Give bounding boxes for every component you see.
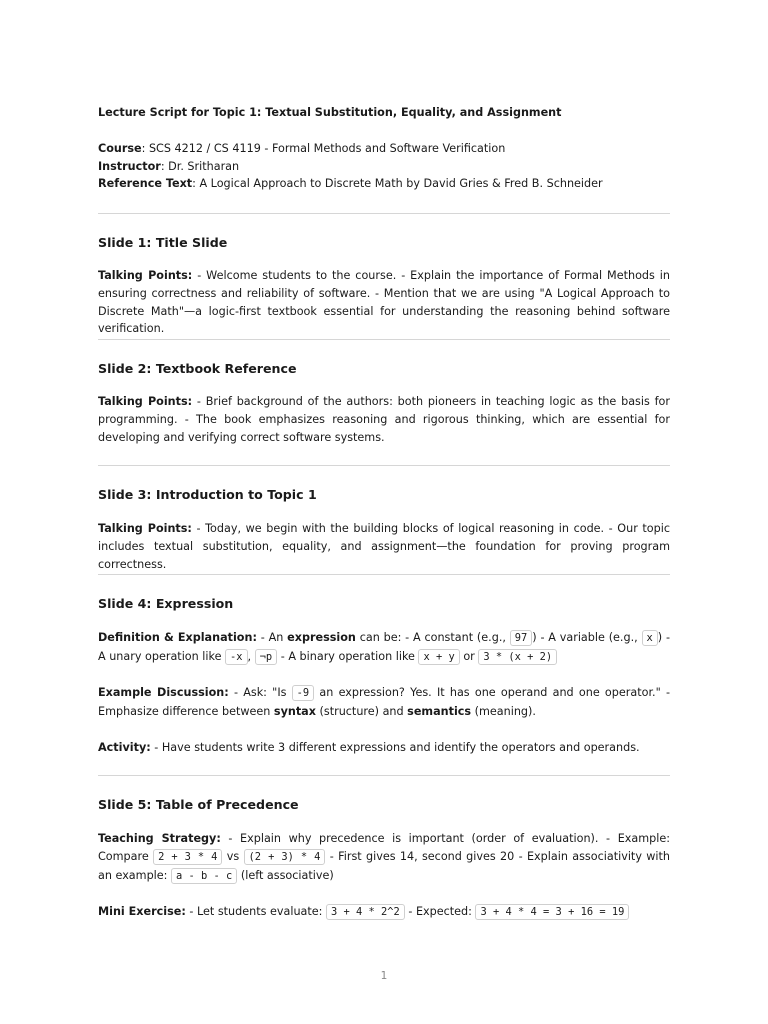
- slide-5-heading: Slide 5: Table of Precedence: [98, 797, 299, 812]
- strategy-label: Teaching Strategy:: [98, 832, 221, 845]
- reference-label: Reference Text: [98, 177, 193, 190]
- code-associativity: a - b - c: [171, 868, 237, 884]
- code-precedence-b: (2 + 3) * 4: [244, 849, 326, 865]
- page-number: 1: [380, 970, 388, 982]
- document-title: Lecture Script for Topic 1: Textual Substitution, Equality, and Assignment: [98, 106, 562, 119]
- slide-5-strategy: Teaching Strategy: - Explain why precedence is important (order of evaluation). - Example: Compare 2 + 3 * 4 vs (2 + 3) * 4 - First gives 14, second gives 20 - Explain associativity with an example: a - b - c (left associative): [98, 832, 670, 882]
- slide-4-example: Example Discussion: - Ask: "Is -9 an expression? Yes. It has one operand and one operator." - Emphasize difference between syntax (structure) and semantics (meaning).: [98, 686, 670, 718]
- slide-2-heading: Slide 2: Textbook Reference: [98, 361, 297, 376]
- code-exercise: 3 + 4 * 2^2: [326, 904, 405, 920]
- talking-points-label: Talking Points:: [98, 269, 193, 282]
- instructor-line: [98, 160, 239, 173]
- slide-3-heading: Slide 3: Introduction to Topic 1: [98, 487, 317, 502]
- code-unary-minus: -x: [225, 649, 248, 665]
- course-label: Course: [98, 142, 142, 155]
- divider: [98, 339, 670, 340]
- code-binary-product: 3 * (x + 2): [478, 649, 557, 665]
- example-label: Example Discussion:: [98, 686, 229, 699]
- activity-label: Activity:: [98, 741, 151, 754]
- code-variable: x: [642, 630, 658, 646]
- talking-points-label: Talking Points:: [98, 522, 192, 535]
- course-value: : SCS 4212 / CS 4119 - Formal Methods and Software Verification: [141, 142, 506, 155]
- definition-label: Definition & Explanation:: [98, 631, 257, 644]
- code-precedence-a: 2 + 3 * 4: [153, 849, 222, 865]
- course-line: [98, 142, 505, 155]
- reference-line: [98, 177, 603, 190]
- slide-4-definition: Definition & Explanation: - An expression can be: - A constant (e.g., 97 ) - A variable (e.g., x ) - A unary operation like -x , ¬p - A binary operation like x + y or 3 * (x + 2): [98, 631, 670, 663]
- slide-4-activity: Activity: - Have students write 3 different expressions and identify the operators and operands.: [98, 741, 640, 754]
- divider: [98, 465, 670, 466]
- slide-4-heading: Slide 4: Expression: [98, 596, 234, 611]
- divider: [98, 213, 670, 214]
- code-constant: 97: [510, 630, 533, 646]
- code-expected: 3 + 4 * 4 = 3 + 16 = 19: [475, 904, 629, 920]
- divider: [98, 775, 670, 776]
- slide-5-exercise: Mini Exercise: - Let students evaluate: 3 + 4 * 2^2 - Expected: 3 + 4 * 4 = 3 + 16 = 19: [98, 903, 670, 922]
- instructor-value: : Dr. Sritharan: [160, 160, 240, 173]
- code-binary-sum: x + y: [418, 649, 459, 665]
- slide-3-talking-points: Talking Points: - Today, we begin with the building blocks of logical reasoning in code. - Our topic includes textual substitution, equality, and assignment—the foundation for proving program correctness.: [98, 522, 670, 571]
- talking-points-label: Talking Points:: [98, 395, 193, 408]
- code-negative-nine: -9: [292, 685, 315, 701]
- slide-1-talking-points: Talking Points: - Welcome students to the course. - Explain the importance of Formal Methods in ensuring correctness and reliability of software. - Mention that we are using "A Logical Approach to Discrete Math"—a logic-first textbook essential for understanding the reasoning behind software verification.: [98, 269, 670, 336]
- divider: [98, 574, 670, 575]
- code-unary-not: ¬p: [255, 649, 278, 665]
- reference-value: : A Logical Approach to Discrete Math by David Gries & Fred B. Schneider: [192, 177, 603, 190]
- exercise-label: Mini Exercise:: [98, 905, 186, 918]
- instructor-label: Instructor: [98, 160, 161, 173]
- slide-2-talking-points: Talking Points: - Brief background of the authors: both pioneers in teaching logic as the basis for programming. - The book emphasizes reasoning and rigorous thinking, which are essential for developing and verifying correct software systems.: [98, 395, 670, 444]
- slide-1-heading: Slide 1: Title Slide: [98, 235, 228, 250]
